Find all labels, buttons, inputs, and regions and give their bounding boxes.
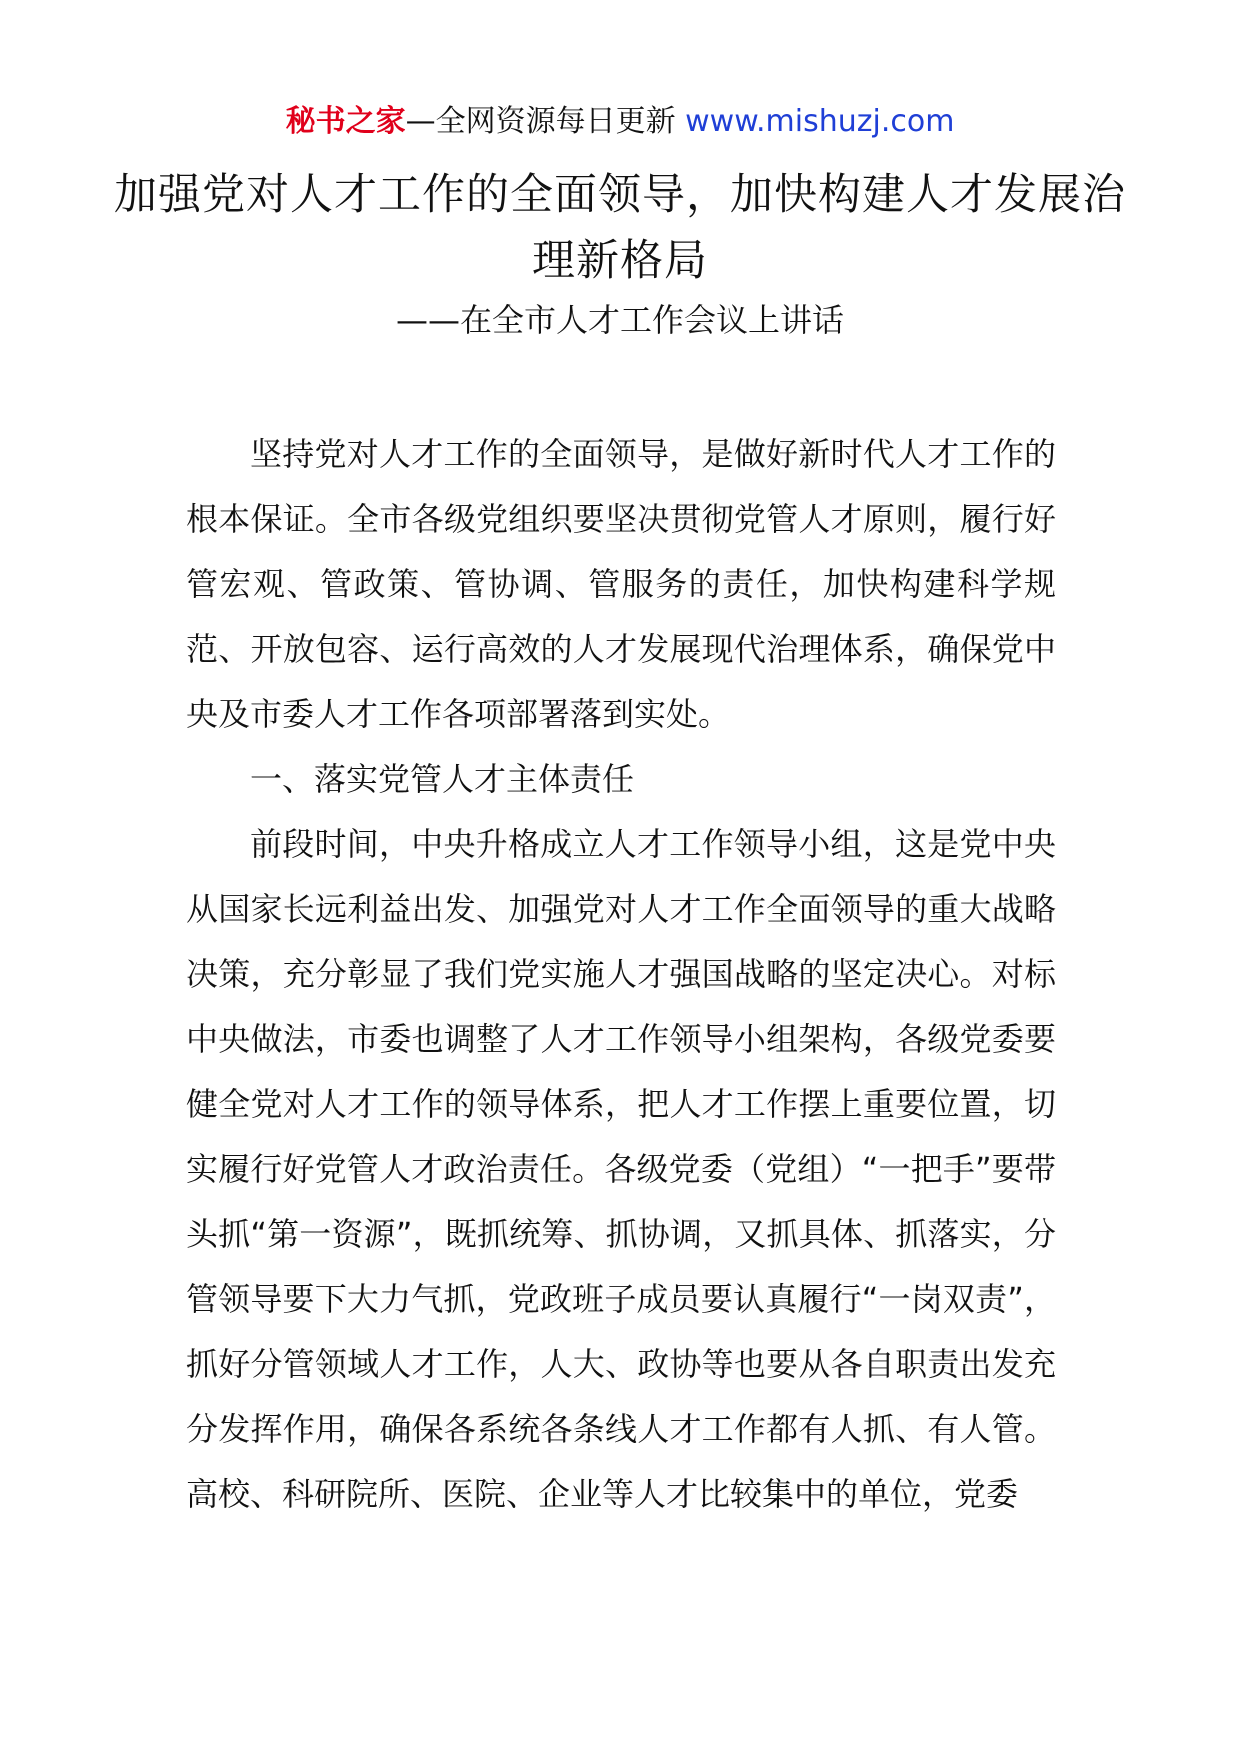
paragraph-section-1: 前段时间，中央升格成立人才工作领导小组，这是党中央从国家长远利益出发、加强党对人才工作全面领导的重大战略决策，充分彰显了我们党实施人才强国战略的坚定决心。对标中央做法，市委也调整了人才工作领导小组架构，各级党委要健全党对人才工作的领导体系，把人才工作摆上重要位置，切实履行好党管人才政治责任。各级党委（党组）“一把手”要带头抓“第一资源”，既抓统筹、抓协调，又抓具体、抓落实，分管领导要下大力气抓，党政班子成员要认真履行“一岗双责”，抓好分管领域人才工作，人大、政协等也要从各自职责出发充分发挥作用，确保各系统各条线人才工作都有人抓、有人管。高校、科研院所、医院、企业等人才比较集中的单位，党委 [186, 825, 1056, 1513]
site-slogan: —全网资源每日更新 [405, 104, 676, 139]
document-subtitle: ——在全市人才工作会议上讲话 [395, 301, 844, 339]
paragraph-intro: 坚持党对人才工作的全面领导，是做好新时代人才工作的根本保证。全市各级党组织要坚决贯彻党管人才原则，履行好管宏观、管政策、管协调、管服务的责任，加快构建科学规范、开放包容、运行高效的人才发展现代治理体系，确保党中央及市委人才工作各项部署落到实处。 [186, 435, 1056, 733]
document-body [186, 422, 1056, 1527]
site-header [0, 100, 1240, 144]
document-title: 加强党对人才工作的全面领导，加快构建人才发展治理新格局 [114, 170, 1126, 286]
site-url-link[interactable]: www.mishuzj.com [685, 104, 955, 139]
site-brand: 秘书之家 [285, 104, 406, 139]
section-heading: 一、落实党管人才主体责任 [250, 760, 635, 798]
